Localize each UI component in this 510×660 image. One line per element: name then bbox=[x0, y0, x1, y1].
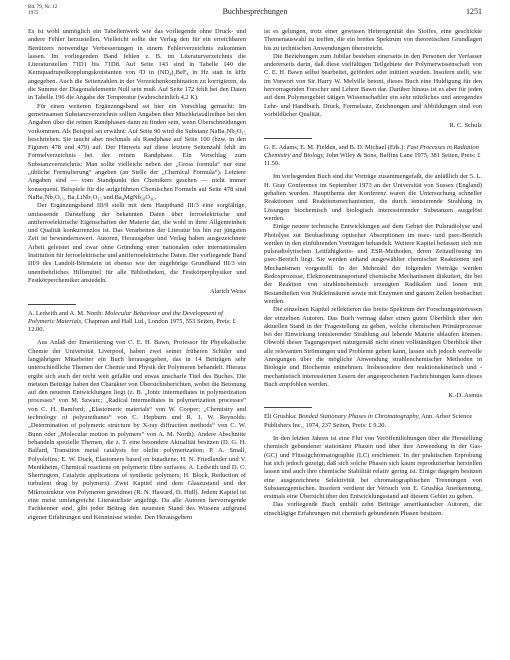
page-number: 1251 bbox=[466, 7, 482, 16]
right-column bbox=[264, 28, 482, 518]
section-divider bbox=[264, 407, 312, 408]
year-label: 1975 bbox=[28, 10, 39, 16]
volume-label: Bd. 79, Nr. 12 bbox=[28, 4, 58, 10]
paragraph: Es ist wohl unmöglich ein Tabellenwerk wie das vorliegende ohne Druck- und andere Fehler herzustellen. Vielleicht sollte der Verlag den für ein erreichbaren Benützers notwendige Verbesserungen in einem Fehlerverzeichnis zukommen lassen. Im vorliegenden Band fehlen z. B. im Literaturverzeichnis die Literaturstellen 71D1 bis 71D8. Auf Seite 143 sind in Tabelle 140 die Kernquadrupolkopplungskonstanten von ²D in (ND₄)₂BeF₄ in Hz statt in kHz angegeben. Auch die Seitenzahlen in der Vorzeichenkombination zu korrigieren, da die Summe der Diagonalelemente Null sein muß. Auf Seite 172 fehlt bei den Daten in Tabelle 196 die Angabe der Temperatur (wahrscheinlich 4.2 K). bbox=[28, 28, 246, 102]
paragraph: In den letzten Jahren ist eine Flut von Veröffentlichungen über die Herstellung chemisch gebundener stationärer Phasen und über ihre Anwendung in der Gas- (GC) und Flüssigchromatographie (LC) erschienen. In der praktischen Erprobung hat sich jedoch gezeigt, daß sich solche Phasen sich kaum reproduzierbar herstellen lassen und auch ihre chemische Stabilität relativ gering ist. Einige dagegen besitzen eine ausgezeichnete Selektivität bei chromatographischen Trennungen von Substanzgemischen. Insofern verdient der Versuch von E. Grushka Anerkennung, erstmals eine Übersicht über den Entwicklungsstand auf diesem Gebiet zu geben. bbox=[264, 435, 482, 501]
review-heading bbox=[264, 413, 482, 430]
review-authors: A. Ledwith and A. M. North: bbox=[28, 309, 104, 317]
reviewer-signature: Alarich Weiss bbox=[209, 288, 246, 296]
paragraph: Die einzelnen Kapitel reflektieren das breite Spektrum der Forschungsinteressen der einzelnen Autoren. Das Buch vermag daher einen guten Überblick über den aktuellen Stand in der Fragestellung zu geben, welche chemischen Primärprozesse bei der Einwirkung ionisierender Strahlung auf lebende Materie ablaufen können. Obwohl dieser Tagungsreport naturgemäß nicht einen vollständigen Überblick über alle relevanten Strömungen und Probleme geben kann, lassen sich jedoch wertvolle Anregungen über die mögliche Anwendung strahlenchemischer Methoden in Biologie und Biochemie entnehmen. Insbesondere den reaktionskinetisch und -mechanistisch interessierten Lesern der angesprochenen Fachrichtungen kann dieses Buch empfohlen werden. bbox=[264, 306, 482, 388]
review-book-title: Fast Processes in Radiation Chemistry and Biology, bbox=[264, 143, 479, 159]
section-divider bbox=[28, 304, 76, 305]
running-header bbox=[28, 4, 482, 26]
review-book-title: Bonded Stationary Phases in Chromatography, bbox=[298, 413, 420, 421]
review-publisher: Ann. Arbor Science Publishers Inc., 1974, 237 Seiten, Preis: £ 9.20. bbox=[264, 413, 473, 429]
review-authors: G. E. Adams, E. M. Fielden, and B. D. Michael (Eds.): bbox=[264, 143, 406, 151]
review-publisher: John Wiley & Sons, Baffins Lane 1975, 381 Seiten, Preis: £ 11.50. bbox=[264, 151, 481, 168]
left-column bbox=[28, 28, 246, 522]
paragraph: Das vorliegende Buch enthält zehn Beiträge amerikanischer Autoren, die einschlägige Erfahrungen mit chemisch gebundenen Phasen besitzen. bbox=[264, 501, 482, 517]
reviewer-signature: R. C. Schulz bbox=[449, 122, 482, 130]
section-title: Buchbesprechungen bbox=[222, 7, 288, 16]
review-book-title: Molecular Behaviour and the Development of Polymeric Materials, bbox=[28, 309, 223, 325]
review-publisher: Chapman and Hall Ltd., London 1975, 553 Seiten, Preis: £ 12.00. bbox=[28, 317, 236, 334]
reviewer-signature: K.-D. Asmus bbox=[448, 392, 482, 400]
paragraph: Einige neuere technische Entwicklungen auf dem Gebiet der Pulsradiolyse und Photolyse zur Beobachtung optischer Absorptionen im nsec- und psec-Bereich werden in den einführenden Vorträgen behandelt. Weitere Kapitel befassen sich mit pulsradiolytischen Leitfähigkeits- und ESR-Methoden, deren Zeitauflösung im µsec-Bereich liegt. Sie werden anhand ausgewählter chemischer Reaktionen und Mechanismen vorgestellt. In der Mehrzahl der folgenden Vorträge werden Redoxprozesse, Elektronentransportund chemische Mechanismen diskutiert, die bei der Reaktion von strahlenchemisch erzeugten Radikalen und Ionen mit Bestandteilen von Nukleinsäuren sowie mit Enzymen und ganzen Zellen beobachtet werden. bbox=[264, 223, 482, 305]
section-divider bbox=[264, 138, 312, 139]
paragraph: ist es gelungen, trotz einer gewissen Heterogenität des Stoffes, eine geschickte Themenauswahl zu treffen, die ein breites Spektrum von theoretischen Grundlagen bis zu technischen Anwendungen überstreicht. bbox=[264, 28, 482, 52]
review-heading bbox=[264, 144, 482, 169]
paragraph: Die Beziehungen zum Jubilar bestehen einerseits in den Personen der Verfasser andererseits darin, daß diese vielfältigen Teilgebiete der Polymerwissenschaft von C. E. H. Bawn selbst bearbeitet, gefördert oder initiiert wurden. Insofern stellt, wie im Vorwort von Sir Harry W. Melville betont, dieses Buch eine Huldigung für den hervorragenden Forscher und Lehrer Bawn dar. Darüber hinaus ist es aber für jeden auf dem Polymergebiet tätigen Wissenschaftler ein sehr nützliches und anregendes Lehr- und Handbuch. Druck, Formelsatz, Zeichnungen und Abbildungen sind von vorbildlicher Qualität. bbox=[264, 52, 482, 118]
paragraph: Im vorliegenden Buch sind die Vorträge zusammengefaßt, die anläßlich der 5. L. H. Gray Conference im September 1973 an der Universität von Sussex (England) gehalten wurden. Hauptthema der Konferenz waren die Untersuchung schneller Reaktionen und Reaktionsmechanismen, die durch ionisierende Strahlung in Lösungen biochemisch und biologisch interessierender Substanzen ausgelöst werden. bbox=[264, 173, 482, 222]
paragraph: Aus Anlaß der Emeritierung von C. E. H. Bawn, Professor für Physikalische Chemie der Universität Liverpool, haben zwei seiner früheren Schüler und langjährigen Mitarbeiter ein Buch herausgegeben, das in 14 Beiträgen sehr unterschiedliche Themen der Chemie und Physik der Polymeren behandelt. Hieraus ergibt sich auch der recht weit gefaßte und etwas unscharfe Titel des Buches. Die meisten Beiträge haben den Charakter von Übersichtsberichten, wobei die Betonung auf den neueren Entwicklungen liegt (z. B. „Ionic intermediates in polymerization processes“ von M. Szwarc; „Radical intermediates in polymerization processes“ von C. H. Bamford; „Elastomeric materials“ von W. Cooper; „Chemistry and technology of polyurethanes“ von C. Hepburn und R. J. W. Reynolds; „Determination of polymeric structure by X-ray diffraction methods“ von C. W. Bunn oder „Molecular motion in polymers“ von A. M. North). Andere Abschnitte behandeln spezielle Themen, die z. T. eine besondere Aktualität besitzen (D. G. H. Ballard, Transition metal catalysts for olefin polymerization; P. A. Small, Polyolefins; E. W. Duck, Elastomers based on butadiene; H. N. Friedlander und V. Menikheim, Chemical reactions on polymeric fibre surfaces; A. Ledwith und D. C. Sherrington, Catalytic applications of synthetic polymers; H. Block, Reduction of turbulent drag by polymers). Zwei Kapitel sind dem Glaszustand und der Mikrostruktur von Polymeren gewidmet (R. N. Haward, D. Hull). Jedem Kapitel ist eine meist umfangreiche Literaturliste angefügt. Da alle Autoren hervorragende Fachkenner sind, gibt jeder Beitrag den neuesten Stand des Wissens aufgrund eigener Erfahrungen und Kenntnisse wieder. Den Herausgebern bbox=[28, 339, 246, 521]
review-authors: Eli Grushka: bbox=[264, 413, 297, 421]
paragraph: Für einen weiteren Ergänzungsband sei hier ein Vorschlag gemacht: Im gemeinsamen Substanzverzeichnis sollten Angaben über Mischkristallreihen bei den Angaben über die reinen Randphasen dann zu finden sein, wenn Überschneidungen vorkommen. Als Beispiel sei erwähnt: Auf Seite 90 wird die Substanz NaBa₂Nb₅O₁₅ beschrieben. Sie taucht aber nochmals als Randphase auf Seite 100 (bzw. in den Figuren 478 und 479) auf. Der Hinweis auf diese letztere Seitenzahl fehlt im Formelverzeichnis bei der reinen Randphase. Ein Vorschlag zum Substanzverzeichnis: Man sollte vielleicht neben der „Gross formula“ nur eine „übliche Formulierung“ angeben (an Stelle der „Chemical Formula“). Letztere Angaben sind — vom Standpunkt des Chemikers gesehen — nicht immer konsequent. Beispiele für die aufgeführten Chemischen Formeln auf Seite 478 sind NaBa₂Nb₅O₁₅, Ba₂LiNb₅O₁₅ und Ba₄MgNb₁₀O₃₀. bbox=[28, 102, 246, 201]
review-heading bbox=[28, 310, 246, 335]
paragraph: Der Ergänzungsband III/9 stellt mit dem Hauptband III/3 eine sorgfältige, umfassende Darstellung der bekannten Daten über ferroelektrische und antiferroelektrische Eigenschaften der Materie dar, die wohl in ihrer Allgemeinheit und Qualität konkurrenzlos ist. Das Verarbeiten der Literatur bis hin zur jüngsten Zeit ist bewundernswert. Autoren, Herausgeber und Verlag haben ausgezeichnete Arbeit geleistet und zwar ohne Gründung einer nationalen oder internationalen Institution für ferroelektrische und antiferroelektrische Daten. Der vorliegende Band III/9 des Landolt-Börnstein ist ebenso wie der zugehörige Grundband III/3 ein unentbehrliches Hilfsmittel für alle Bibliotheken, die Festkörperphysiker und Festkörperchemiker ansiedeln. bbox=[28, 202, 246, 284]
